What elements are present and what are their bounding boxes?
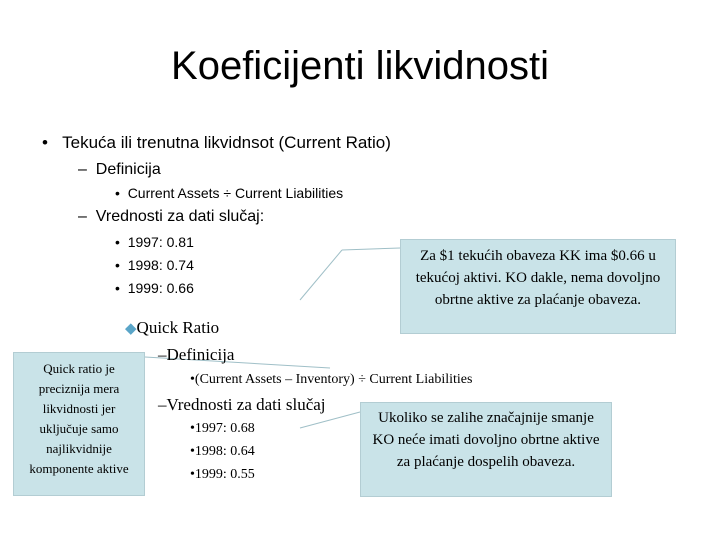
current-value-1997: • 1997: 0.81: [115, 234, 194, 250]
quick-value-1999: •1999: 0.55: [190, 467, 255, 482]
connector-current-top: [342, 248, 400, 250]
quick-formula-text: (Current Assets – Inventory) ÷ Current Liabilities: [194, 372, 473, 387]
quick-value-1999-text: 1999: 0.55: [194, 467, 255, 482]
current-ratio-heading-text: Tekuća ili trenutna likvidnsot (Current Ratio): [62, 133, 391, 152]
quick-ratio-callout: Ukoliko se zalihe značajnije smanje KO neće imati dovoljno obrtne aktive za plaćanje dospelih obaveza.: [360, 402, 612, 497]
current-value-1998: • 1998: 0.74: [115, 257, 194, 273]
quick-formula: •(Current Assets – Inventory) ÷ Current Liabilities: [190, 372, 473, 387]
slide-title: Koeficijenti likvidnosti: [171, 44, 549, 88]
connector-current: [300, 250, 342, 300]
current-definition-text: Definicija: [95, 161, 161, 178]
current-value-1999-text: 1999: 0.66: [127, 280, 194, 296]
quick-value-1998: •1998: 0.64: [190, 444, 255, 459]
quick-value-1997: •1997: 0.68: [190, 421, 255, 436]
quick-ratio-heading: [125, 318, 219, 338]
current-values-label-text: Vrednosti za dati slučaj:: [95, 208, 265, 225]
current-values-label: – Vrednosti za dati slučaj:: [78, 208, 265, 225]
quick-definition-label: –Definicija: [158, 345, 235, 364]
side-note-callout: Quick ratio je preciznija mera likvidnosti jer uključuje samo najlikvidnije komponente aktive: [13, 352, 145, 496]
quick-value-1997-text: 1997: 0.68: [194, 421, 255, 436]
quick-value-1998-text: 1998: 0.64: [194, 444, 255, 459]
quick-values-label: –Vrednosti za dati slučaj: [158, 395, 326, 414]
current-ratio-heading: [42, 133, 391, 153]
current-ratio-callout: Za $1 tekućih obaveza KK ima $0.66 u tekućoj aktivi. KO dakle, nema dovoljno obrtne aktive za plaćanje obaveza.: [400, 239, 676, 334]
quick-ratio-heading-text: Quick Ratio: [136, 318, 220, 337]
diamond-bullet-icon: ◆: [125, 321, 137, 337]
current-definition-label: – Definicija: [78, 161, 161, 178]
current-value-1997-text: 1997: 0.81: [127, 234, 194, 250]
current-formula: • Current Assets ÷ Current Liabilities: [115, 185, 344, 201]
current-value-1998-text: 1998: 0.74: [127, 257, 194, 273]
bullet: •: [42, 133, 48, 152]
current-value-1999: • 1999: 0.66: [115, 280, 194, 296]
current-formula-text: Current Assets ÷ Current Liabilities: [127, 185, 344, 201]
